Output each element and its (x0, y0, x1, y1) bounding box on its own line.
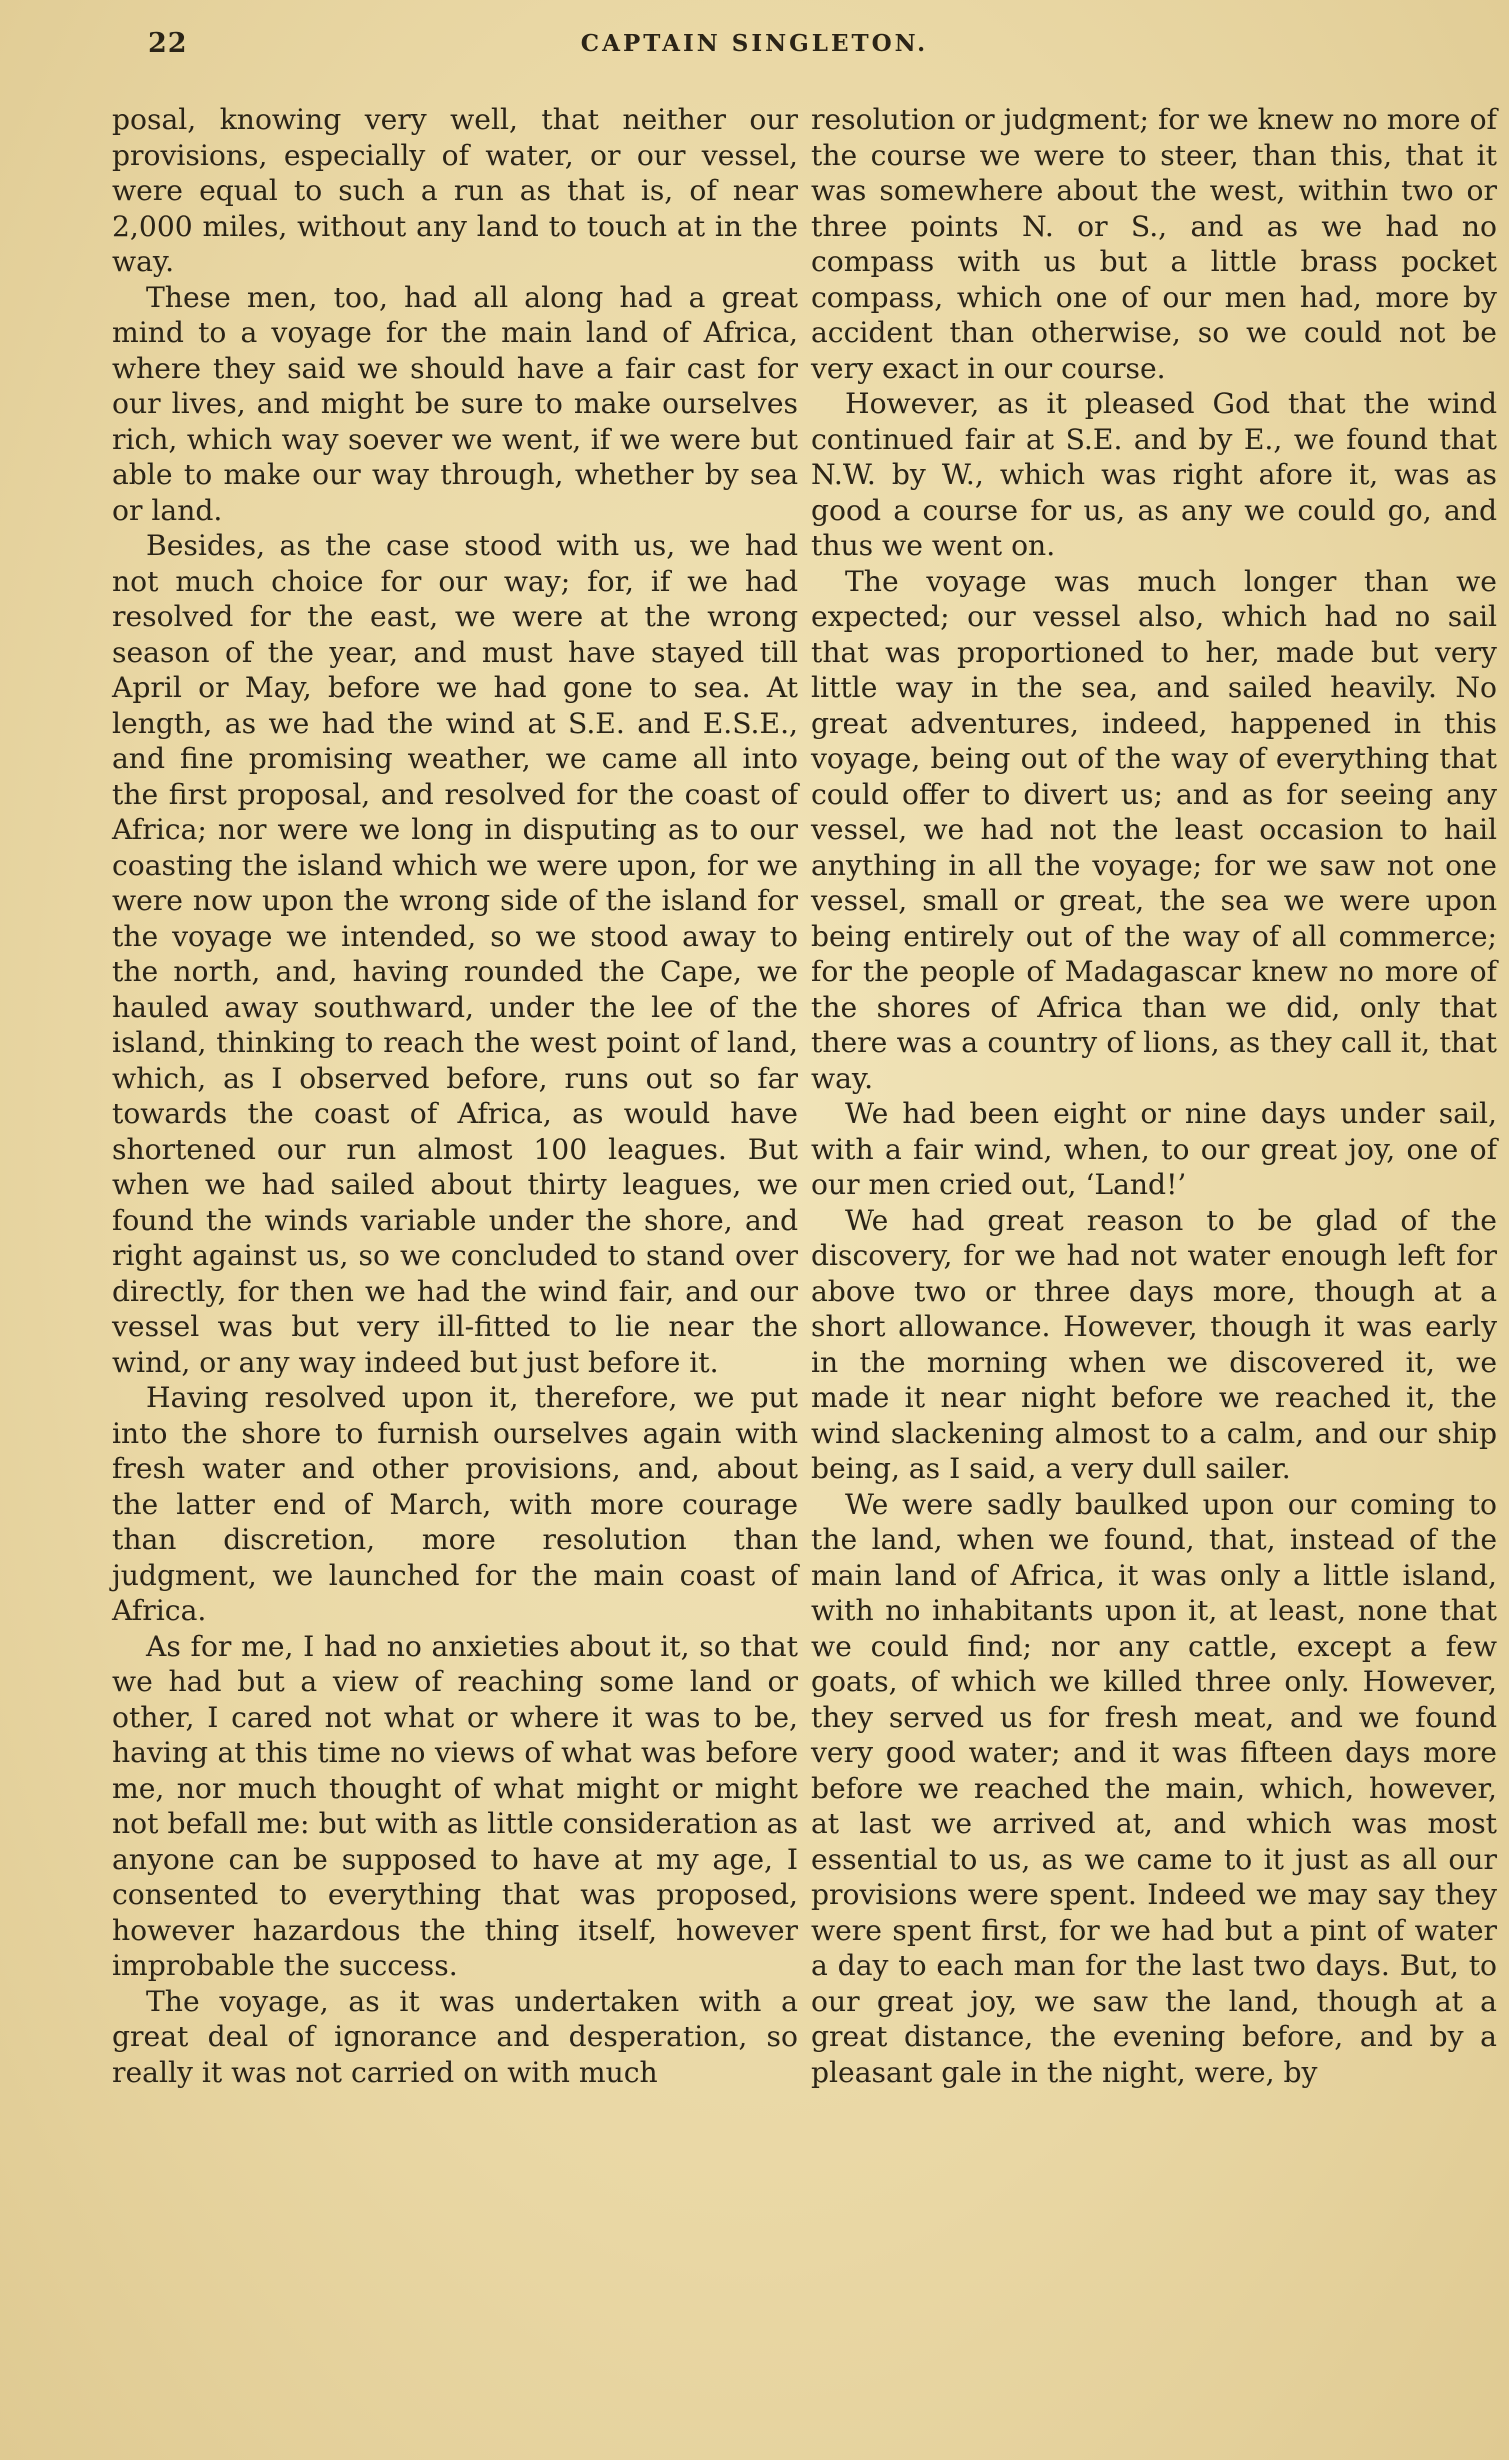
page-number: 22 (148, 28, 188, 59)
paragraph: We had great reason to be glad of the discovery, for we had not water enough left for above two or three days more, though at a short allowance. However, though it was early in the morning when we discovered it, we made it near night before we reached it, the wind slackening almost to a calm, and our ship being, as I said, a very dull sailer. (811, 1203, 1497, 1485)
text-column-left (112, 102, 798, 2090)
running-title: CAPTAIN SINGLETON. (580, 30, 929, 57)
paragraph: The voyage, as it was undertaken with a great deal of ignorance and desperation, so really it was not carried on with much (112, 1984, 798, 2089)
paragraph: Having resolved upon it, therefore, we put into the shore to furnish ourselves again with fresh water and other provisions, and, about the latter end of March, with more courage than discretion, more resolution than judgment, we launched for the main coast of Africa. (112, 1381, 798, 1627)
paragraph: These men, too, had all along had a great mind to a voyage for the main land of Africa, where they said we should have a fair cast for our lives, and might be sure to make ourselves rich, which way soever we went, if we were but able to make our way through, whether by sea or land. (112, 280, 798, 527)
paragraph: The voyage was much longer than we expected; our vessel also, which had no sail that was proportioned to her, made but very little way in the sea, and sailed heavily. No great adventures, indeed, happened in this voyage, being out of the way of everything that could offer to divert us; and as for seeing any vessel, we had not the least occasion to hail anything in all the voyage; for we saw not one vessel, small or great, the sea we were upon being entirely out of the way of all commerce; for the people of Madagascar knew no more of the shores of Africa than we did, only that there was a country of lions, as they call it, that way. (811, 564, 1497, 1095)
paragraph: resolution or judgment; for we knew no more of the course we were to steer, than this, that it was somewhere about the west, within two or three points N. or S., and as we had no compass with us but a little brass pocket compass, which one of our men had, more by accident than otherwise, so we could not be very exact in our course. (811, 103, 1497, 385)
paragraph: We had been eight or nine days under sail, with a fair wind, when, to our great joy, one of our men cried out, ‘Land!’ (811, 1097, 1497, 1201)
paragraph: posal, knowing very well, that neither our provisions, especially of water, or our vessel, were equal to such a run as that is, of near 2,000 miles, without any land to touch at in the way. (112, 103, 798, 278)
paragraph: As for me, I had no anxieties about it, so that we had but a view of reaching some land or other, I cared not what or where it was to be, having at this time no views of what was before me, nor much thought of what might or might not befall me: but with as little consideration as anyone can be supposed to have at my age, I consented to everything that was proposed, however hazardous the thing itself, however improbable the success. (112, 1629, 798, 1982)
paragraph: Besides, as the case stood with us, we had not much choice for our way; for, if we had resolved for the east, we were at the wrong season of the year, and must have stayed till April or May, before we had gone to sea. At length, as we had the wind at S.E. and E.S.E., and fine promising weather, we came all into the first proposal, and resolved for the coast of Africa; nor were we long in disputing as to our coasting the island which we were upon, for we were now upon the wrong side of the island for the voyage we intended, so we stood away to the north, and, having rounded the Cape, we hauled away southward, under the lee of the island, thinking to reach the west point of land, which, as I observed before, runs out so far towards the coast of Africa, as would have shortened our run almost 100 leagues. But when we had sailed about thirty leagues, we found the winds variable under the shore, and right against us, so we concluded to stand over directly, for then we had the wind fair, and our vessel was but very ill-fitted to lie near the wind, or any way indeed but just before it. (112, 529, 798, 1379)
paragraph: However, as it pleased God that the wind continued fair at S.E. and by E., we found that N.W. by W., which was right afore it, was as good a course for us, as any we could go, and thus we went on. (811, 387, 1497, 562)
text-column-right (811, 102, 1497, 2090)
running-head (0, 28, 1509, 68)
paragraph: We were sadly baulked upon our coming to the land, when we found, that, instead of the main land of Africa, it was only a little island, with no inhabitants upon it, at least, none that we could find; nor any cattle, except a few goats, of which we killed three only. However, they served us for fresh meat, and we found very good water; and it was fifteen days more before we reached the main, which, however, at last we arrived at, and which was most essential to us, as we came to it just as all our provisions were spent. Indeed we may say they were spent first, for we had but a pint of water a day to each man for the last two days. But, to our great joy, we saw the land, though at a great distance, the evening before, and by a pleasant gale in the night, were, by (811, 1487, 1497, 2089)
